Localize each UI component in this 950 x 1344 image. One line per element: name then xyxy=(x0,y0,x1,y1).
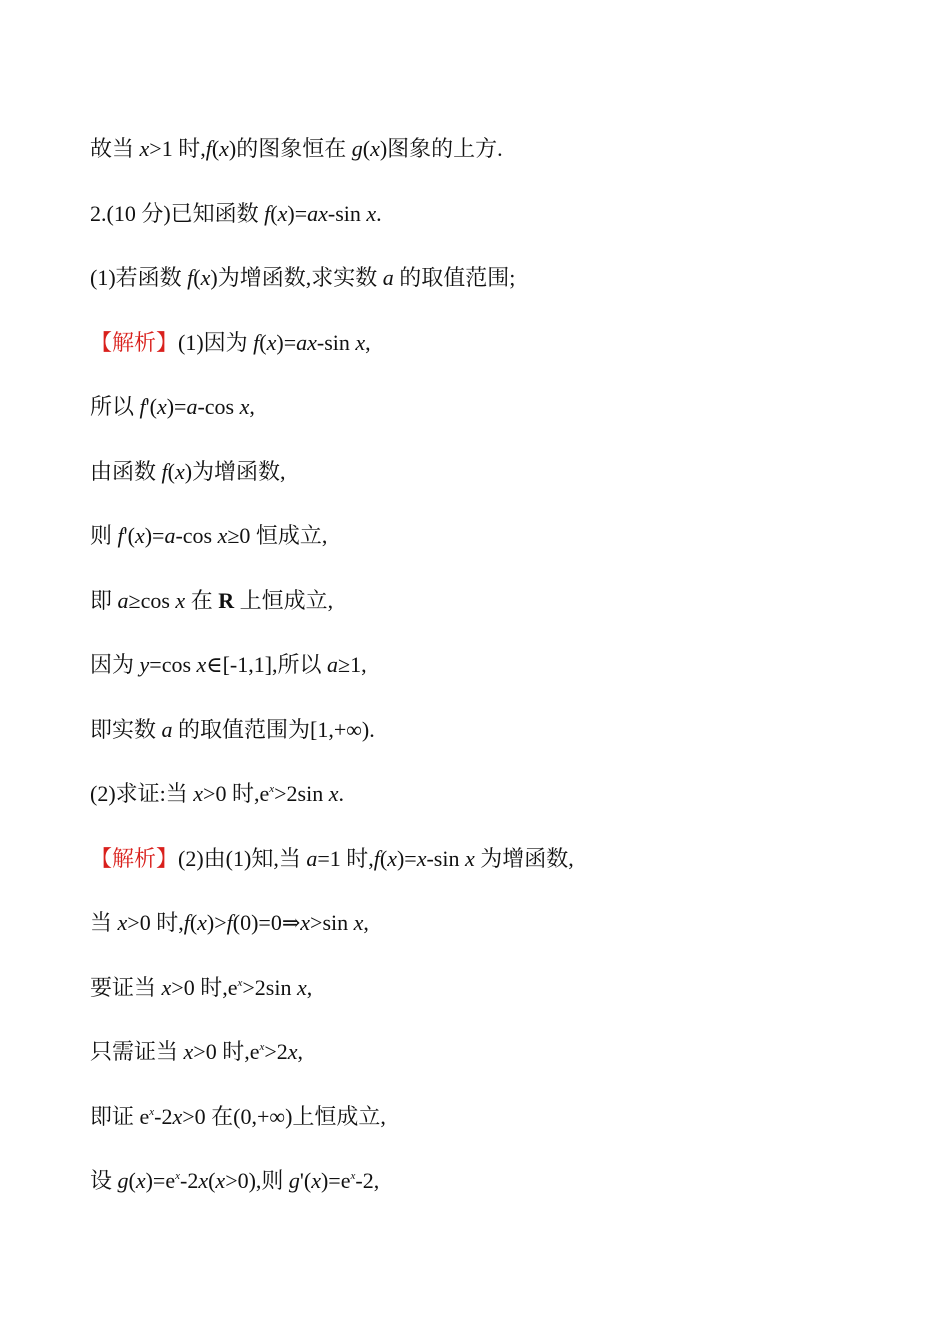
text-segment: x xyxy=(197,910,207,935)
text-segment: x xyxy=(175,588,186,613)
text-segment: ≥cos xyxy=(128,588,176,613)
text-segment: ( xyxy=(259,330,267,355)
question-part-2 xyxy=(90,779,344,809)
text-segment: 即实数 xyxy=(90,717,162,742)
text-segment: >1 时, xyxy=(149,136,206,161)
text-segment: f xyxy=(264,201,271,226)
text-segment: )=e xyxy=(320,1168,351,1193)
text-segment: 的取值范围; xyxy=(393,265,516,290)
text-segment: f xyxy=(139,394,146,419)
text-segment: g xyxy=(351,136,363,161)
text-segment: a xyxy=(161,717,173,742)
text-segment: ( xyxy=(379,846,388,871)
text-segment: -cos xyxy=(197,394,240,419)
text-segment: >0 时,e xyxy=(171,975,238,1000)
text-segment: a xyxy=(382,265,394,290)
text-segment: a xyxy=(117,588,129,613)
text-segment: x xyxy=(370,136,380,161)
text-segment: 因为 xyxy=(90,652,140,677)
text-segment: 即 xyxy=(90,588,118,613)
text-segment: ( xyxy=(189,910,198,935)
text-segment: 由函数 xyxy=(90,459,162,484)
text-line xyxy=(90,1166,379,1196)
text-segment: (2)求证:当 xyxy=(90,781,194,806)
text-segment: >0 时, xyxy=(127,910,184,935)
text-segment: -2 xyxy=(154,1104,173,1129)
text-segment: , xyxy=(306,975,313,1000)
text-line xyxy=(90,1102,386,1132)
text-segment: x xyxy=(311,1168,321,1193)
text-segment: f xyxy=(253,330,260,355)
text-segment: . xyxy=(376,201,382,226)
text-segment: -cos xyxy=(175,523,218,548)
text-segment: ( xyxy=(270,201,278,226)
text-segment: f xyxy=(183,910,190,935)
text-line xyxy=(90,457,286,487)
text-segment: g xyxy=(117,1168,129,1193)
text-segment: ( xyxy=(362,136,371,161)
text-segment: >0 时,e xyxy=(193,1039,260,1064)
text-segment: ax xyxy=(307,201,328,226)
text-segment: x xyxy=(353,910,364,935)
text-segment: =1 时, xyxy=(317,846,374,871)
text-line xyxy=(90,715,375,745)
text-line xyxy=(90,392,255,422)
text-segment: 在 xyxy=(185,588,219,613)
text-segment: >0),则 xyxy=(225,1168,289,1193)
text-segment: ∈[-1,1],所以 xyxy=(206,652,328,677)
text-segment: y xyxy=(139,652,150,677)
text-segment: ( xyxy=(167,459,175,484)
text-segment: -2, xyxy=(355,1168,380,1193)
superscript: x xyxy=(149,1106,155,1118)
text-line xyxy=(90,650,367,680)
text-segment: )> xyxy=(206,910,227,935)
text-line xyxy=(90,586,333,616)
text-segment: x xyxy=(135,1168,146,1193)
text-segment: )= xyxy=(396,846,417,871)
text-segment: x xyxy=(355,330,366,355)
text-segment: '( xyxy=(145,394,157,419)
text-segment: (1)若函数 xyxy=(90,265,188,290)
text-segment: f xyxy=(187,265,194,290)
text-segment: '( xyxy=(123,523,135,548)
text-segment: -2 xyxy=(180,1168,199,1193)
text-segment: , xyxy=(365,330,371,355)
text-segment: x xyxy=(239,394,250,419)
superscript: x xyxy=(269,783,275,795)
text-segment: x xyxy=(328,781,339,806)
text-segment: x xyxy=(366,201,377,226)
text-segment: 的取值范围为[1,+∞). xyxy=(172,717,375,742)
text-segment: , xyxy=(363,910,369,935)
text-segment: 只需证当 xyxy=(90,1039,184,1064)
text-segment: g xyxy=(288,1168,300,1193)
text-segment: )为增函数,求实数 xyxy=(210,265,383,290)
text-segment: f xyxy=(373,846,380,871)
text-line xyxy=(90,908,369,938)
text-segment: ( xyxy=(193,265,201,290)
solution-part-1 xyxy=(90,328,371,358)
text-segment: '( xyxy=(299,1168,312,1193)
section-label: 【解析】 xyxy=(90,846,179,871)
solution-part-2 xyxy=(90,844,574,874)
text-segment: a xyxy=(327,652,339,677)
text-segment: x xyxy=(134,523,145,548)
text-segment: x xyxy=(277,201,288,226)
text-segment: x xyxy=(387,846,397,871)
text-segment: x xyxy=(464,846,475,871)
text-line xyxy=(90,134,503,164)
text-segment: R xyxy=(218,588,235,613)
text-segment: x xyxy=(217,523,228,548)
text-segment: )=e xyxy=(145,1168,176,1193)
text-segment: 则 xyxy=(90,523,118,548)
text-segment: x xyxy=(183,1039,194,1064)
text-segment: )为增函数, xyxy=(184,459,286,484)
text-segment: f xyxy=(117,523,124,548)
text-segment: -sin xyxy=(426,846,465,871)
text-segment: x xyxy=(266,330,277,355)
text-segment: 即证 e xyxy=(90,1104,150,1129)
superscript: x xyxy=(259,1041,265,1053)
text-segment: )的图象恒在 xyxy=(228,136,352,161)
text-segment: 设 xyxy=(90,1168,118,1193)
text-segment: x xyxy=(296,975,307,1000)
text-segment: a xyxy=(186,394,198,419)
question-part-1 xyxy=(90,263,515,293)
text-segment: ≥1, xyxy=(338,652,367,677)
text-segment: >sin xyxy=(310,910,354,935)
text-segment: f xyxy=(226,910,233,935)
text-segment: )= xyxy=(144,523,165,548)
problem-statement xyxy=(90,199,382,229)
text-segment: 所以 xyxy=(90,394,140,419)
text-segment: x xyxy=(156,394,167,419)
text-segment: -sin xyxy=(327,201,367,226)
text-segment: -sin xyxy=(316,330,356,355)
text-line xyxy=(90,973,312,1003)
text-segment: x xyxy=(161,975,172,1000)
text-line xyxy=(90,1037,303,1067)
text-segment: x xyxy=(117,910,128,935)
text-segment: a xyxy=(306,846,318,871)
text-segment: ≥0 恒成立, xyxy=(227,523,328,548)
superscript: x xyxy=(175,1170,180,1182)
text-segment: x xyxy=(196,652,207,677)
text-segment: )= xyxy=(166,394,187,419)
text-segment: (2)由(1)知,当 xyxy=(178,846,307,871)
text-segment: x xyxy=(215,1168,226,1193)
text-segment: x xyxy=(287,1039,298,1064)
superscript: x xyxy=(350,1170,356,1182)
text-segment: )= xyxy=(276,330,297,355)
text-segment: ax xyxy=(296,330,317,355)
text-segment: x xyxy=(174,459,185,484)
text-segment: 2.(10 分)已知函数 xyxy=(90,201,265,226)
text-segment: 上恒成立, xyxy=(234,588,334,613)
text-segment: >0 在(0,+∞)上恒成立, xyxy=(182,1104,386,1129)
text-segment: x xyxy=(416,846,427,871)
text-segment: (1)因为 xyxy=(178,330,254,355)
text-segment: 故当 xyxy=(90,136,140,161)
text-segment: >2 xyxy=(264,1039,288,1064)
section-label: 【解析】 xyxy=(90,330,179,355)
text-segment: =cos xyxy=(149,652,197,677)
text-segment: ( xyxy=(128,1168,136,1193)
text-segment: f xyxy=(161,459,168,484)
text-segment: 为增函数, xyxy=(474,846,574,871)
text-line xyxy=(90,521,327,551)
text-segment: , xyxy=(297,1039,304,1064)
text-segment: >0 时,e xyxy=(203,781,270,806)
text-segment: x xyxy=(300,910,311,935)
text-segment: a xyxy=(164,523,176,548)
text-segment: >2sin xyxy=(274,781,329,806)
text-segment: ( xyxy=(211,136,220,161)
text-segment: x xyxy=(172,1104,183,1129)
text-segment: x xyxy=(139,136,150,161)
text-segment: x xyxy=(193,781,204,806)
text-segment: 要证当 xyxy=(90,975,162,1000)
superscript: x xyxy=(237,977,243,989)
text-segment: , xyxy=(249,394,255,419)
text-segment: x xyxy=(219,136,229,161)
text-segment: 当 xyxy=(90,910,118,935)
text-segment: )= xyxy=(287,201,308,226)
text-segment: ( xyxy=(208,1168,216,1193)
text-segment: x xyxy=(198,1168,209,1193)
text-segment: x xyxy=(200,265,211,290)
text-segment: f xyxy=(205,136,212,161)
text-segment: (0)=0⇒ xyxy=(232,910,301,935)
text-segment: >2sin xyxy=(242,975,297,1000)
text-segment: . xyxy=(338,781,344,806)
text-segment: )图象的上方. xyxy=(379,136,503,161)
